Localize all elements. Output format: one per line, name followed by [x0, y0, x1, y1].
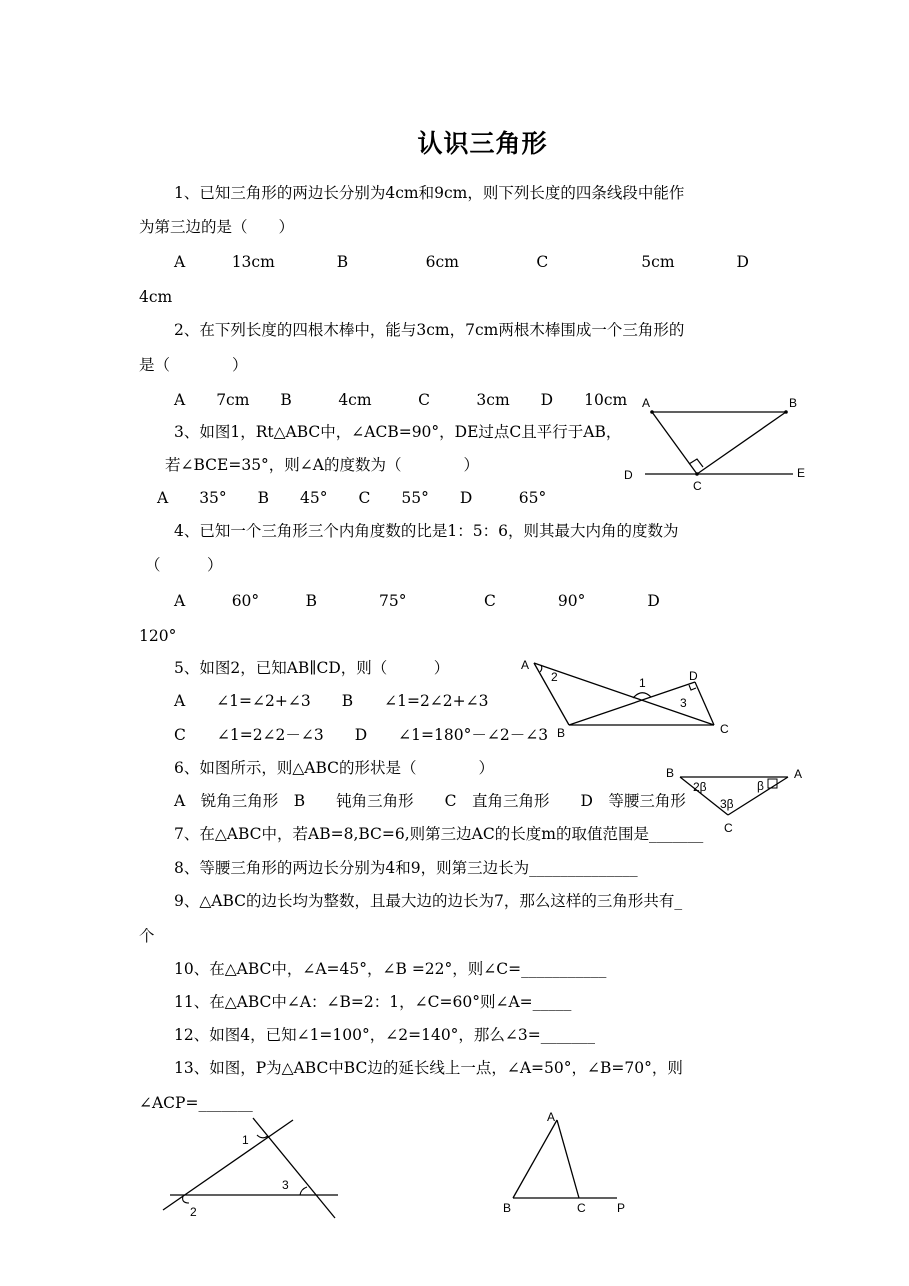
text-line: A 60° B 75° C 90° D [174, 592, 660, 610]
text-line: 是（ ） [139, 356, 248, 374]
text-line: 1、已知三角形的两边长分别为4cm和9cm，则下列长度的四条线段中能作 [174, 184, 685, 202]
angle-label-1: 1 [639, 676, 646, 690]
text-line: 13、如图，P为△ABC中BC边的延长线上一点，∠A=50°，∠B=70°，则 [174, 1059, 683, 1077]
label-C: C [577, 1201, 586, 1215]
label-B: B [666, 766, 675, 780]
text-line: A 7cm B 4cm C 3cm D 10cm [174, 391, 628, 409]
text-line: 11、在△ABC中∠A：∠B=2：1，∠C=60°则∠A=_____ [174, 993, 572, 1011]
text-line: A 13cm B 6cm C 5cm D [174, 253, 749, 271]
label-C: C [693, 479, 702, 493]
angle-label-3: 3 [680, 696, 687, 710]
label-B: B [503, 1201, 512, 1215]
label-D: D [689, 669, 698, 683]
label-B: B [789, 396, 798, 410]
figure-5-diagram [495, 1108, 635, 1218]
text-line: 若∠BCE=35°，则∠A的度数为（ ） [165, 456, 479, 474]
label-A: A [521, 658, 530, 672]
angle-label-1: 1 [242, 1133, 249, 1147]
text-line: （ ） [145, 556, 223, 574]
angle-label-3: 3 [282, 1178, 289, 1192]
text-line: 8、等腰三角形的两边长分别为4和9，则第三边长为______________ [174, 859, 638, 877]
angle-label-2: 2 [551, 670, 558, 684]
text-line: ∠ACP=_______ [139, 1094, 253, 1112]
text-line: C ∠1=2∠2－∠3 D ∠1=180°－∠2－∠3 [174, 726, 549, 744]
text-line: 4cm [139, 288, 173, 306]
text-line: 7、在△ABC中，若AB=8,BC=6,则第三边AC的长度m的取值范围是_______ [174, 825, 704, 843]
text-line: 2、在下列长度的四根木棒中，能与3cm，7cm两根木棒围成一个三角形的 [174, 321, 685, 339]
label-B: B [557, 726, 566, 740]
figure-1-diagram [615, 393, 815, 495]
text-line: 10、在△ABC中，∠A=45°，∠B =22°，则∠C=___________ [174, 960, 607, 978]
angle-label-2: 2 [190, 1205, 197, 1219]
label-C: C [724, 821, 733, 835]
label-C: C [720, 722, 729, 736]
text-line: A 35° B 45° C 55° D 65° [157, 489, 547, 507]
label-A: A [642, 396, 651, 410]
label-D: D [624, 468, 633, 482]
text-line: 120° [139, 627, 177, 645]
label-A: A [547, 1110, 556, 1124]
text-line: 个 [139, 927, 155, 945]
text-line: A 锐角三角形 B 钝角三角形 C 直角三角形 D 等腰三角形 [174, 792, 686, 810]
text-line: A ∠1=∠2+∠3 B ∠1=2∠2+∠3 [174, 692, 489, 710]
label-E: E [797, 466, 806, 480]
label-P: P [617, 1201, 626, 1215]
angle-label-2beta: 2β [693, 780, 707, 794]
figure-3-diagram [660, 763, 808, 838]
text-line: 4、已知一个三角形三个内角度数的比是1：5：6，则其最大内角的度数为 [174, 522, 679, 540]
text-line: 为第三边的是（ ） [139, 218, 295, 236]
text-line: 3、如图1，Rt△ABC中，∠ACB=90°，DE过点C且平行于AB， [174, 423, 622, 441]
text-line: 12、如图4，已知∠1=100°，∠2=140°，那么∠3=_______ [174, 1026, 596, 1044]
page-title: 认识三角形 [417, 129, 548, 158]
text-line: 5、如图2，已知AB∥CD，则（ ） [174, 659, 450, 677]
angle-label-3beta: 3β [720, 797, 734, 811]
text-line: 9、△ABC的边长均为整数，且最大边的边长为7，那么这样的三角形共有_ [174, 892, 683, 910]
text-line: 6、如图所示，则△ABC的形状是（ ） [174, 759, 495, 777]
label-A: A [794, 767, 803, 781]
angle-label-beta: β [757, 779, 764, 793]
figure-4-diagram [158, 1115, 348, 1223]
figure-2-diagram [515, 655, 735, 740]
